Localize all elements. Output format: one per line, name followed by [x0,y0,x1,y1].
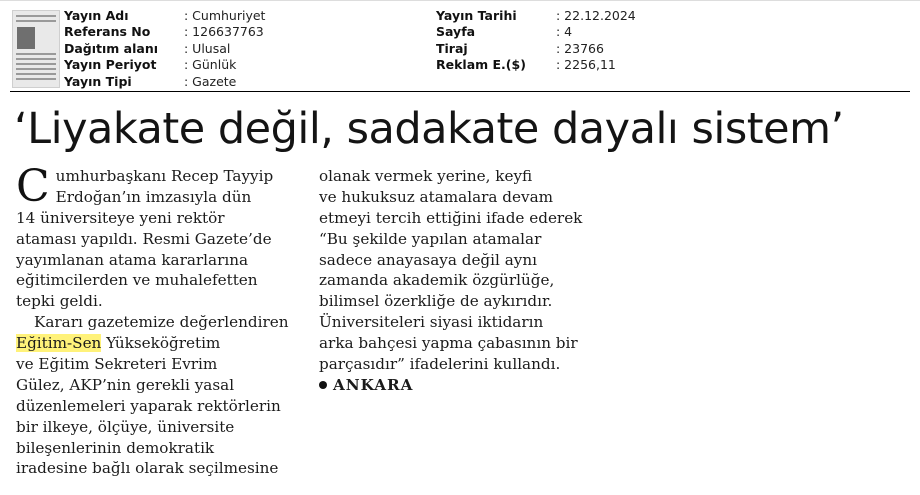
text-line: ve hukuksuz atamalara devam [319,187,554,206]
meta-value: : Ulusal [184,40,231,56]
dateline [319,375,619,396]
meta-value: : 23766 [556,40,604,56]
text-line: etmeyi tercih ettiğini ifade ederek [319,208,583,227]
text-line: 14 üniversiteye yeni rektör [16,208,225,227]
meta-row [436,57,636,73]
meta-row [64,57,265,73]
top-edge [0,0,920,1]
text-line: ataması yapıldı. Resmi Gazete’de [16,229,272,248]
meta-key: Tiraj [436,40,468,56]
meta-row [64,74,265,90]
dateline-city: ANKARA [333,375,414,394]
meta-key: Yayın Periyot [64,57,157,73]
meta-row [436,41,636,57]
text-line: “Bu şekilde yapılan atamalar [319,229,542,248]
text-line: bilimsel özerkliğe de aykırıdır. [319,292,553,311]
article-column-1 [16,161,310,479]
header-divider [10,91,910,92]
meta-key: Reklam E.($) [436,57,526,73]
newspaper-thumbnail [12,10,60,88]
text-line: Üniversiteleri siyasi iktidarın [319,313,544,332]
text-line: iradesine bağlı olarak seçilmesine [16,459,279,478]
text-line: olanak vermek yerine, keyfi [319,167,533,185]
text-line: bir ilkeye, ölçüye, üniversite [16,417,235,436]
meta-row [64,24,265,40]
text-line: parçasıdır” ifadelerini kullandı. [319,355,561,374]
bullet-icon [319,381,327,389]
text-line: arka bahçesi yapma çabasının bir [319,334,578,353]
meta-key: Dağıtım alanı [64,40,159,56]
text-line: yayımlanan atama kararlarına [16,250,249,269]
text-line: sadece anayasaya değil aynı [319,250,537,269]
meta-value: : 22.12.2024 [556,8,636,23]
text-fragment: Yükseköğretim [101,334,221,353]
text-line: eğitimcilerden ve muhalefetten [16,271,258,290]
meta-key: Yayın Tipi [64,73,132,89]
text-line: Erdoğan’ın imzasıyla dün [55,187,252,206]
meta-key: Referans No [64,24,151,40]
text-line: Gülez, AKP’nin gerekli yasal [16,375,235,394]
meta-value: : 126637763 [184,24,264,40]
meta-key: Yayın Tarihi [436,8,517,23]
meta-value: : 2256,11 [556,57,616,73]
text-line: düzenlemeleri yaparak rektörlerin [16,396,281,415]
text-line: umhurbaşkanı Recep Tayyip [55,167,274,185]
meta-value: : Cumhuriyet [184,8,266,23]
text-line: ve Eğitim Sekreteri Evrim [16,355,218,374]
drop-cap: C [16,161,50,212]
meta-left [64,8,265,90]
text-line: zamanda akademik özgürlüğe, [319,271,555,290]
meta-value: : Gazete [184,73,237,89]
meta-value: : Günlük [184,57,237,73]
meta-right [436,8,636,74]
meta-key: Sayfa [436,24,476,40]
article-headline: ‘Liyakate değil, sadakate dayalı sistem’ [14,104,844,154]
text-line [16,333,310,354]
meta-row [436,24,636,40]
text-line: tepki geldi. [16,292,103,311]
article-column-2 [319,166,619,396]
meta-row [64,41,265,57]
meta-key: Yayın Adı [64,8,129,23]
meta-row [436,8,636,24]
text-line: Kararı gazetemize değerlendiren [34,313,289,332]
meta-row [64,8,265,24]
text-line: bileşenlerinin demokratik [16,438,215,457]
highlighted-term: Eğitim-Sen [16,334,102,353]
meta-value: : 4 [556,24,573,40]
